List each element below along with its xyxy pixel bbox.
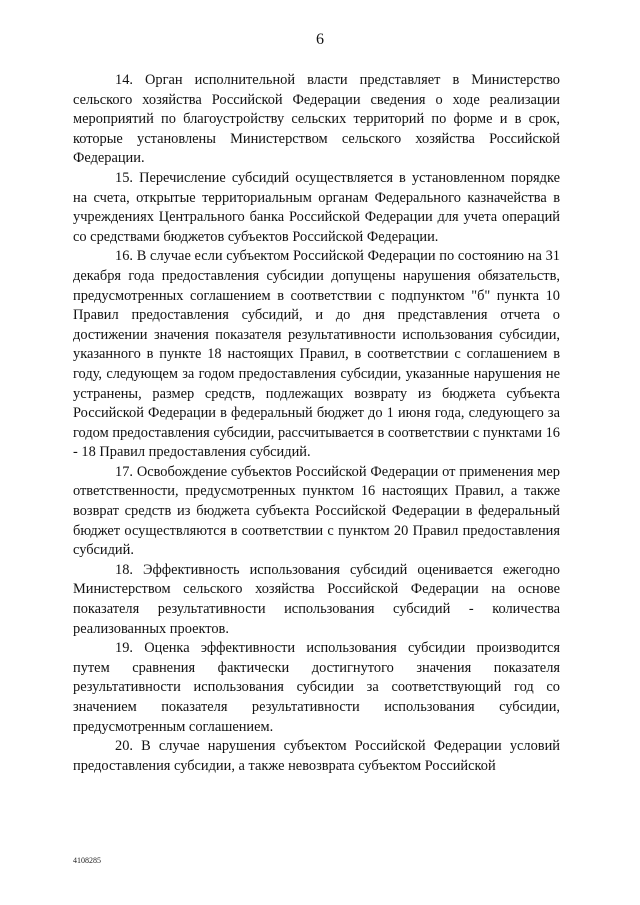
paragraph-16: 16. В случае если субъектом Российской Федерации по состоянию на 31 декабря года предоставления субсидии допущены нарушения обязательств, предусмотренных соглашением в соответствии с подпунктом "б" пункта 10 Правил предоставления субсидий, и до дня представления отчета о достижении значения показателя результативности использования субсидии, указанного в пункте 18 настоящих Правил, в соответствии с соглашением в году, следующем за годом предоставления субсидии, указанные нарушения не устранены, размер средств, подлежащих возврату из бюджета субъекта Российской Федерации в федеральный бюджет до 1 июня года, следующего за годом предоставления субсидии, рассчитывается в соответствии с пунктами 16 - 18 Правил предоставления субсидий. — [73, 248, 560, 461]
document-code: 4108285 — [73, 856, 101, 865]
document-body — [73, 71, 560, 776]
page-number: 6 — [316, 31, 324, 48]
paragraph-18: 18. Эффективность использования субсидий оценивается ежегодно Министерством сельского хозяйства Российской Федерации на основе показателя результативности использования субсидий - количества реализованных проектов. — [73, 561, 560, 637]
paragraph-19: 19. Оценка эффективности использования субсидии производится путем сравнения фактически достигнутого значения показателя результативности использования субсидии за соответствующий год со значением показателя результативности использования субсидии, предусмотренным соглашением. — [73, 640, 560, 735]
paragraph-17: 17. Освобождение субъектов Российской Федерации от применения мер ответственности, предусмотренных пунктом 16 настоящих Правил, а также возврат средств из бюджета субъекта Российской Федерации в федеральный бюджет осуществляются в соответствии с пунктом 20 Правил предоставления субсидий. — [73, 463, 560, 559]
paragraph-15: 15. Перечисление субсидий осуществляется в установленном порядке на счета, открытые территориальным органам Федерального казначейства в учреждениях Центрального банка Российской Федерации для учета операций со средствами бюджетов субъектов Российской Федерации. — [73, 169, 560, 245]
paragraph-14: 14. Орган исполнительной власти представляет в Министерство сельского хозяйства Российской Федерации сведения о ходе реализации мероприятий по благоустройству сельских территорий по форме и в срок, которые установлены Министерством сельского хозяйства Российской Федерации. — [73, 72, 560, 167]
paragraph-20: 20. В случае нарушения субъектом Российской Федерации условий предоставления субсидии, а также невозврата субъектом Российской — [73, 738, 560, 774]
